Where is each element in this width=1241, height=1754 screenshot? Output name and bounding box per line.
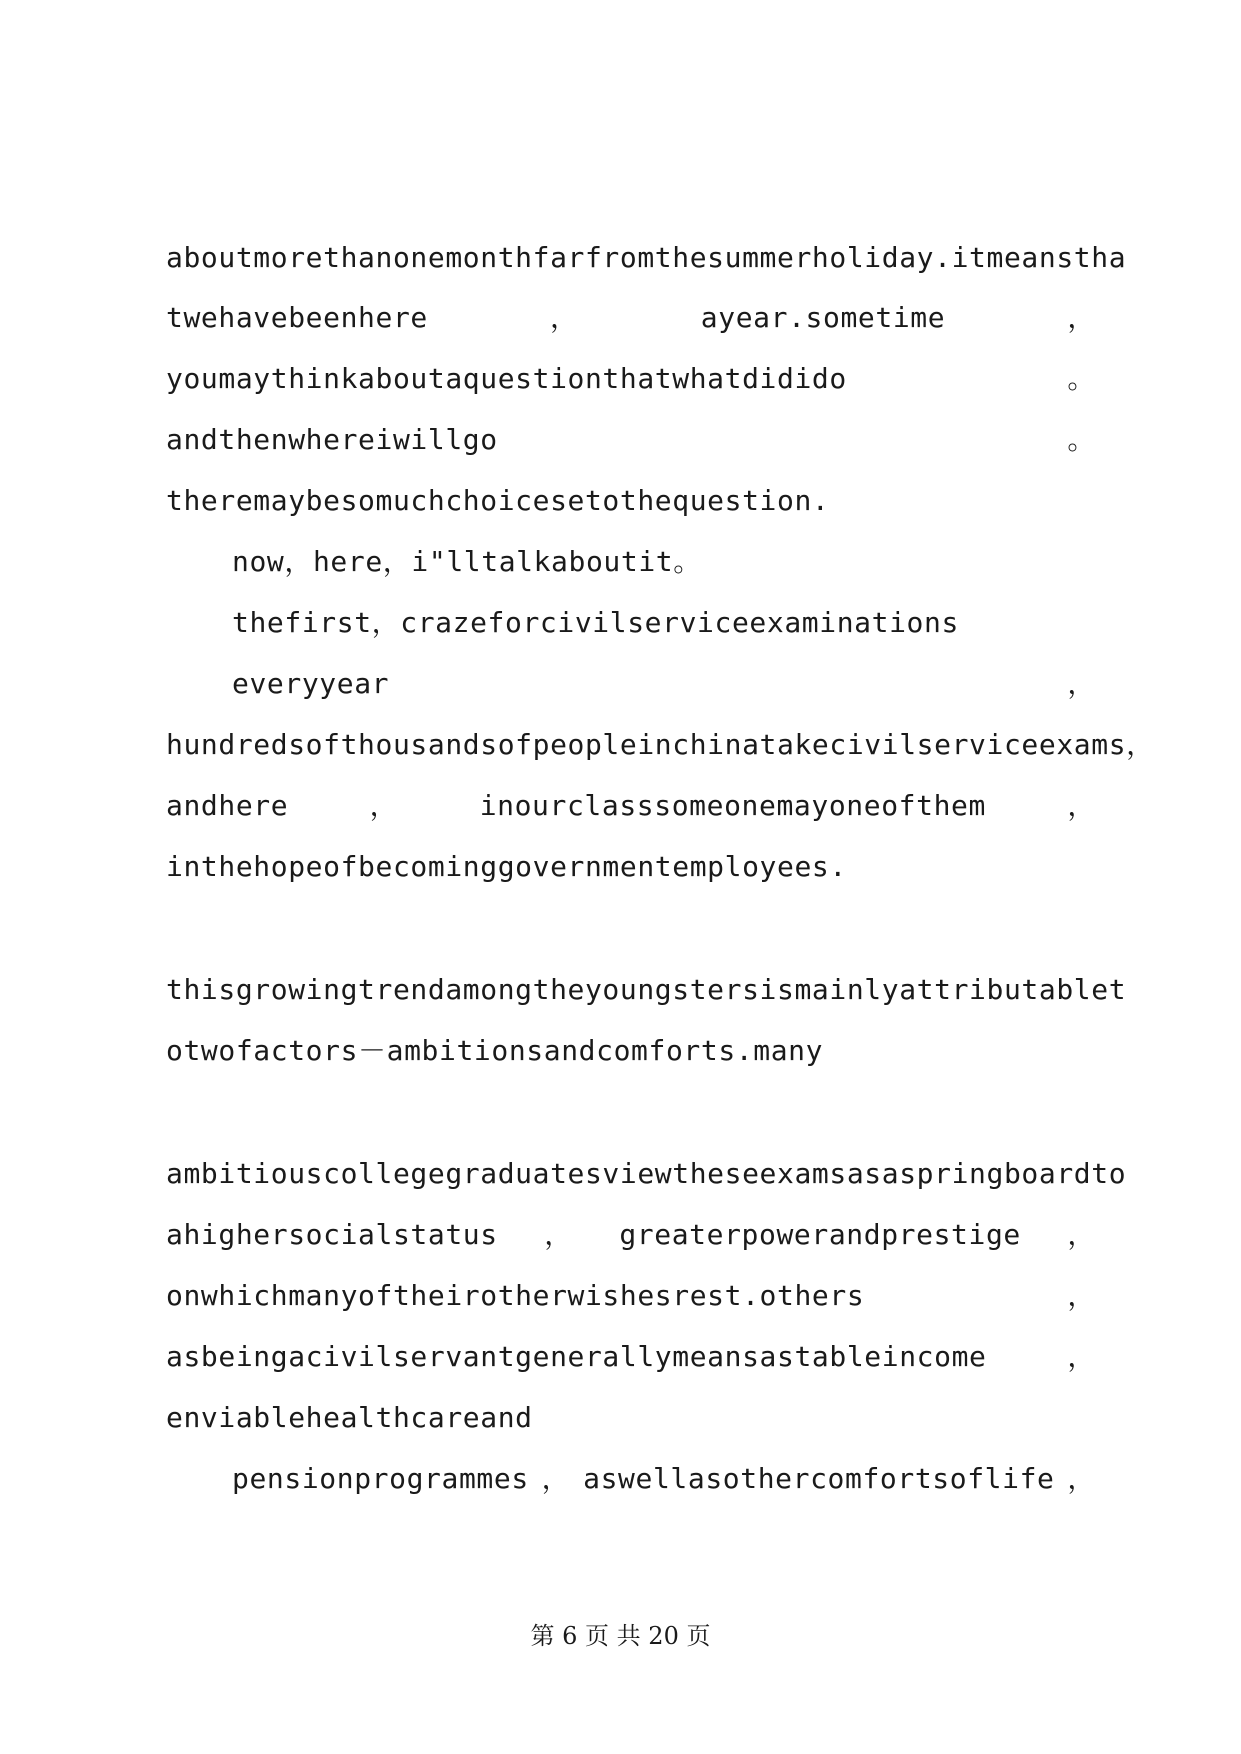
text-segment: inourclasssomeonemayoneofthem (479, 789, 986, 822)
text-segment: everyyear (232, 667, 390, 700)
text-line (166, 786, 1096, 826)
text-line (232, 1459, 1096, 1499)
text-line: aboutmorethanonemonthfarfromthesummerholiday.itmeanstha (166, 241, 1127, 274)
text-segment: 。 (1067, 423, 1096, 456)
text-segment: ， (544, 1218, 573, 1251)
text-line: inthehopeofbecominggovernmentemployees. (166, 850, 847, 883)
text-line (232, 664, 1096, 704)
text-segment: asbeingacivilservantgenerallymeansastableincome (166, 1340, 987, 1373)
text-line (166, 420, 1096, 460)
text-segment: ， (1067, 667, 1096, 700)
text-segment: andthenwhereiwillgo (166, 423, 498, 456)
text-segment: ， (1067, 1218, 1096, 1251)
text-segment: ayear.sometime (700, 301, 946, 334)
text-segment: aswellasothercomfortsoflife (583, 1462, 1055, 1495)
text-segment: ， (1067, 1279, 1096, 1312)
page-number-footer: 第 6 页 共 20 页 (530, 1622, 711, 1650)
text-line (166, 359, 1096, 399)
text-segment: twehavebeenhere (166, 301, 428, 334)
text-segment: ， (1067, 1340, 1096, 1373)
text-line: thisgrowingtrendamongtheyoungstersismainlyattributablet (166, 973, 1127, 1006)
text-segment: pensionprogrammes (232, 1462, 529, 1495)
text-segment: 。 (1067, 362, 1096, 395)
text-line: now，here，i"lltalkaboutit。 (232, 545, 702, 578)
text-line (166, 298, 1096, 338)
text-line: thefirst，crazeforcivilserviceexaminations (232, 606, 959, 639)
text-segment: ahighersocialstatus (166, 1218, 498, 1251)
text-segment: ， (369, 789, 399, 822)
text-line: theremaybesomuchchoicesetothequestion. (166, 484, 830, 517)
text-segment: ， (550, 301, 579, 334)
text-segment: andhere (166, 789, 289, 822)
text-line: enviablehealthcareand (166, 1401, 533, 1434)
text-segment: onwhichmanyoftheirotherwishesrest.others (166, 1279, 865, 1312)
text-line: otwofactors－ambitionsandcomforts.many (166, 1034, 824, 1067)
text-line: hundredsofthousandsofpeopleinchinatakecivilserviceexams， (166, 728, 1155, 761)
text-line (166, 1337, 1096, 1377)
text-segment: ， (1067, 789, 1096, 822)
text-segment: youmaythinkaboutaquestionthatwhatdidido (166, 362, 847, 395)
text-segment: greaterpowerandprestige (619, 1218, 1021, 1251)
text-line: ambitiouscollegegraduatesviewtheseexamsasaspringboardto (166, 1157, 1127, 1190)
text-segment: ， (1067, 1462, 1096, 1495)
text-segment: ， (541, 1462, 571, 1495)
text-segment: ， (1067, 301, 1096, 334)
text-line (166, 1276, 1096, 1316)
text-line (166, 1215, 1096, 1255)
